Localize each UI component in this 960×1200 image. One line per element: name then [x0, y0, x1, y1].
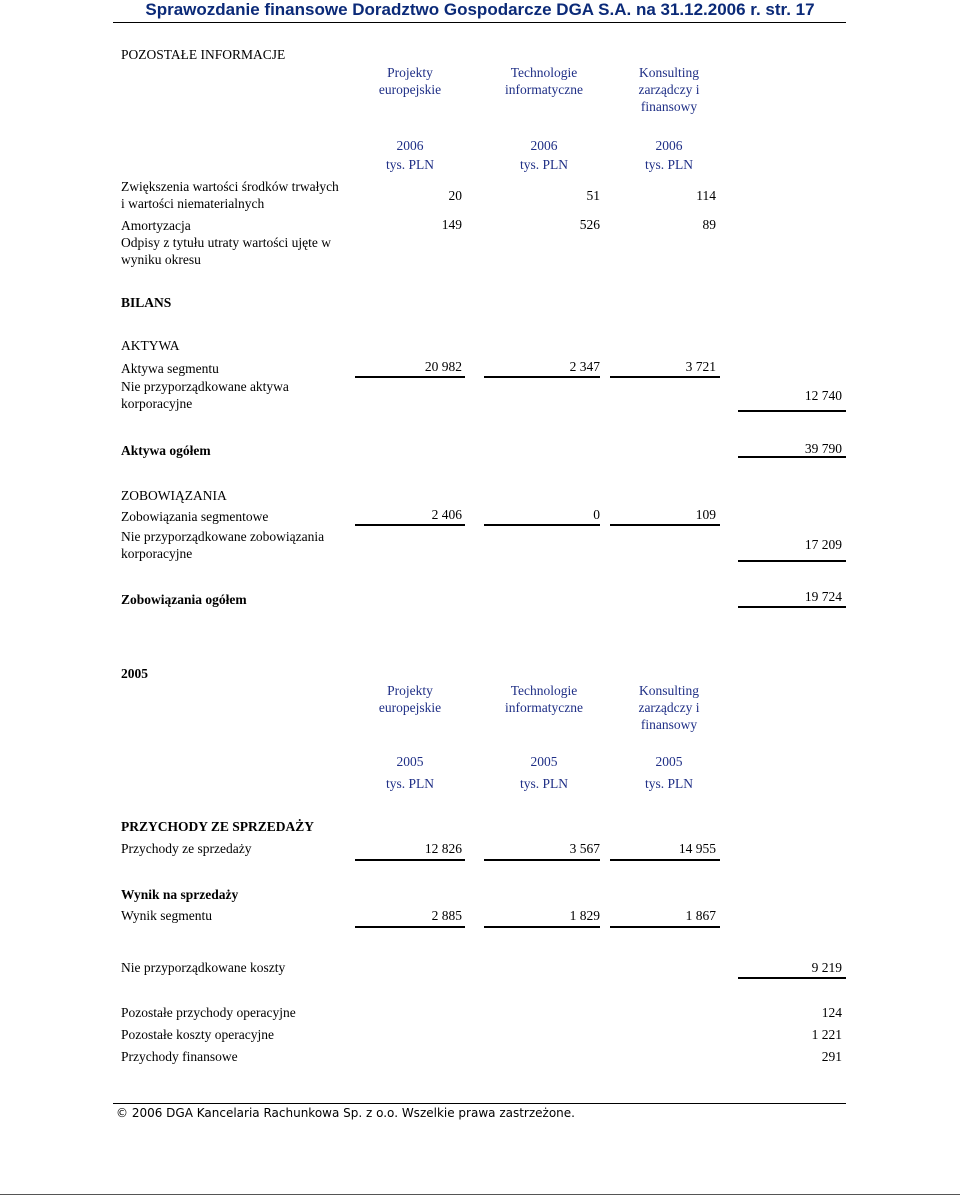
column-unit-2005-eu-projects: tys. PLN	[385, 776, 434, 791]
cell-segment-assets-consulting: 3 721	[685, 359, 716, 374]
row-label-unallocated-costs: Nie przyporządkowane koszty	[121, 960, 286, 975]
row-label-revenue: Przychody ze sprzedaży	[121, 841, 252, 856]
column-unit-consulting: tys. PLN	[644, 157, 693, 172]
column-year-it: 2006	[530, 138, 558, 153]
section-heading-2005: 2005	[121, 666, 148, 681]
column-header-2005-it: Technologie informatyczne	[505, 683, 583, 715]
column-unit-2005-consulting: tys. PLN	[644, 776, 693, 791]
cell-depreciation-consulting: 89	[702, 217, 716, 232]
cell-segment-result-consulting: 1 867	[685, 908, 716, 923]
row-label-other-operating-income: Pozostałe przychody operacyjne	[121, 1005, 296, 1020]
underline-unallocated-assets	[738, 410, 846, 412]
cell-unallocated-costs: 9 219	[811, 960, 842, 975]
cell-other-operating-costs: 1 221	[811, 1027, 842, 1042]
underline-segment-result-eu	[355, 926, 465, 928]
column-unit-2005-it: tys. PLN	[519, 776, 568, 791]
liabilities-heading: ZOBOWIĄZANIA	[121, 488, 227, 503]
cell-segment-assets-eu: 20 982	[424, 359, 462, 374]
row-label-segment-result: Wynik segmentu	[121, 908, 213, 923]
section-heading-other-info: POZOSTAŁE INFORMACJE	[121, 47, 286, 62]
revenue-heading: PRZYCHODY ZE SPRZEDAŻY	[121, 819, 315, 834]
row-label-unallocated-liabilities: Nie przyporządkowane zobowiązania korporacyjne	[121, 529, 325, 561]
cell-financial-income: 291	[821, 1049, 842, 1064]
column-header-eu-projects: Projekty europejskie	[378, 65, 442, 97]
cell-unallocated-liabilities: 17 209	[804, 537, 842, 552]
cell-revenue-it: 3 567	[569, 841, 600, 856]
column-header-consulting: Konsulting zarządczy i finansowy	[638, 65, 700, 114]
underline-revenue-consulting	[610, 859, 720, 861]
cell-capex-consulting: 114	[696, 188, 716, 203]
underline-segment-liabilities-consulting	[610, 524, 720, 526]
underline-segment-assets-consulting	[610, 376, 720, 378]
underline-segment-assets-it	[484, 376, 600, 378]
row-label-financial-income: Przychody finansowe	[121, 1049, 238, 1064]
assets-heading: AKTYWA	[121, 338, 180, 353]
column-year-eu-projects: 2006	[396, 138, 424, 153]
footer-copyright: © 2006 DGA Kancelaria Rachunkowa Sp. z o.o. Wszelkie prawa zastrzeżone.	[116, 1106, 575, 1120]
column-unit-eu-projects: tys. PLN	[385, 157, 434, 172]
cell-revenue-eu: 12 826	[424, 841, 462, 856]
section-heading-balance: BILANS	[121, 295, 172, 310]
cell-segment-liabilities-it: 0	[593, 507, 600, 522]
row-label-unallocated-assets: Nie przyporządkowane aktywa korporacyjne	[121, 379, 289, 411]
cell-segment-liabilities-consulting: 109	[695, 507, 716, 522]
underline-unallocated-liabilities	[738, 560, 846, 562]
column-year-2005-it: 2005	[530, 754, 558, 769]
underline-revenue-eu	[355, 859, 465, 861]
header-divider	[113, 22, 846, 23]
row-label-impairment: Odpisy z tytułu utraty wartości ujęte w wyniku okresu	[121, 235, 331, 267]
underline-segment-liabilities-it	[484, 524, 600, 526]
underline-segment-result-consulting	[610, 926, 720, 928]
row-label-capex: Zwiększenia wartości środków trwałych i wartości niematerialnych	[121, 179, 339, 211]
result-heading: Wynik na sprzedaży	[121, 887, 239, 902]
underline-total-liabilities	[738, 606, 846, 608]
column-header-it: Technologie informatyczne	[505, 65, 583, 97]
row-label-total-liabilities: Zobowiązania ogółem	[121, 592, 247, 607]
underline-segment-assets-eu	[355, 376, 465, 378]
cell-other-operating-income: 124	[821, 1005, 842, 1020]
cell-revenue-consulting: 14 955	[678, 841, 716, 856]
column-year-consulting: 2006	[655, 138, 683, 153]
row-label-segment-liabilities: Zobowiązania segmentowe	[121, 509, 269, 524]
cell-depreciation-it: 526	[579, 217, 600, 232]
cell-unallocated-assets: 12 740	[804, 388, 842, 403]
footer-divider	[113, 1103, 846, 1104]
column-header-2005-consulting: Konsulting zarządczy i finansowy	[638, 683, 700, 732]
cell-segment-result-eu: 2 885	[431, 908, 462, 923]
cell-segment-liabilities-eu: 2 406	[431, 507, 462, 522]
cell-total-liabilities: 19 724	[804, 589, 842, 604]
column-unit-it: tys. PLN	[519, 157, 568, 172]
column-year-2005-eu-projects: 2005	[396, 754, 424, 769]
underline-unallocated-costs	[738, 977, 846, 979]
column-header-2005-eu-projects: Projekty europejskie	[378, 683, 442, 715]
cell-total-assets: 39 790	[804, 441, 842, 456]
cell-capex-eu: 20	[448, 188, 462, 203]
page-header-title: Sprawozdanie finansowe Doradztwo Gospodarcze DGA S.A. na 31.12.2006 r. str. 17	[145, 0, 815, 19]
underline-segment-liabilities-eu	[355, 524, 465, 526]
column-year-2005-consulting: 2005	[655, 754, 683, 769]
cell-capex-it: 51	[586, 188, 600, 203]
row-label-segment-assets: Aktywa segmentu	[121, 361, 219, 376]
row-label-depreciation: Amortyzacja	[121, 218, 191, 233]
cell-depreciation-eu: 149	[441, 217, 462, 232]
underline-total-assets	[738, 456, 846, 458]
row-label-total-assets: Aktywa ogółem	[121, 443, 211, 458]
cell-segment-assets-it: 2 347	[569, 359, 600, 374]
page-bottom-edge	[0, 1194, 960, 1195]
row-label-other-operating-costs: Pozostałe koszty operacyjne	[121, 1027, 274, 1042]
underline-revenue-it	[484, 859, 600, 861]
underline-segment-result-it	[484, 926, 600, 928]
cell-segment-result-it: 1 829	[569, 908, 600, 923]
